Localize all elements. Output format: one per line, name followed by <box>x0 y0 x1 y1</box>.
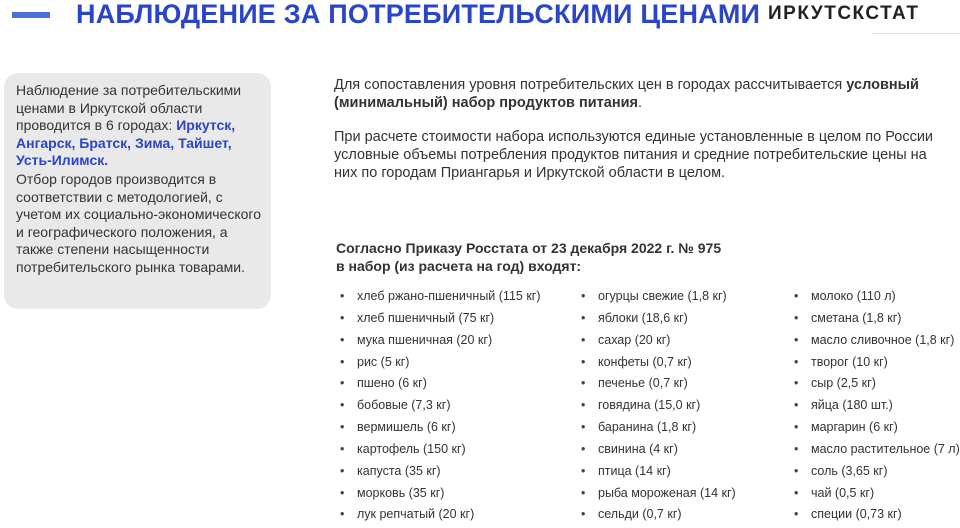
product-item: • масло растительное (7 л) <box>794 440 960 462</box>
description-paragraph-1 <box>334 76 954 112</box>
product-item: • лук репчатый (20 кг) <box>340 505 541 527</box>
description-paragraph-2: При расчете стоимости набора используются единые установленные в целом по России условные объемы потребления продуктов питания и средние потребительские цены на них по городам Приангарья и Иркутской области в целом. <box>334 129 934 181</box>
product-item: • конфеты (0,7 кг) <box>581 353 736 375</box>
product-item: • сельди (0,7 кг) <box>581 505 736 527</box>
products-column-1 <box>340 287 541 527</box>
info-intro <box>16 82 261 170</box>
product-item: • рис (5 кг) <box>340 353 541 375</box>
product-item: • мука пшеничная (20 кг) <box>340 331 541 353</box>
product-item: • хлеб пшеничный (75 кг) <box>340 309 541 331</box>
product-item: • сыр (2,5 кг) <box>794 374 960 396</box>
info-cities: Иркутск, Ангарск, Братск, Зима, Тайшет, Усть-Илимск. <box>16 117 236 169</box>
product-item: • морковь (35 кг) <box>340 484 541 506</box>
order-line-2: в набор (из расчета на год) входят: <box>336 258 582 274</box>
product-item: • пшено (6 кг) <box>340 374 541 396</box>
product-item: • картофель (150 кг) <box>340 440 541 462</box>
description-p1-end: . <box>637 95 642 111</box>
description-p1-bold: условный (минимальный) набор продуктов питания <box>334 77 919 111</box>
product-item: • масло сливочное (1,8 кг) <box>794 331 960 353</box>
products-column-3 <box>794 287 960 527</box>
product-item: • творог (10 кг) <box>794 353 960 375</box>
order-line-1: Согласно Приказу Росстата от 23 декабря 2022 г. № 975 <box>336 240 722 256</box>
product-item: • сметана (1,8 кг) <box>794 309 960 331</box>
description-p1-text: Для сопоставления уровня потребительских цен в городах рассчитывается <box>334 77 847 93</box>
info-selection: Отбор городов производится в соответствии с методологией, с учетом их социально-экономического и географического положения, а также степени насыщенности потребительского рынка товарами. <box>16 170 261 275</box>
info-intro-text: Наблюдение за потребительскими ценами в Иркутской области проводится в 6 городах: <box>16 82 242 134</box>
product-item: • специи (0,73 кг) <box>794 505 960 527</box>
product-item: • бобовые (7,3 кг) <box>340 396 541 418</box>
product-item: • молоко (110 л) <box>794 287 960 309</box>
product-item: • печенье (0,7 кг) <box>581 374 736 396</box>
order-heading <box>336 239 721 275</box>
product-item: • сахар (20 кг) <box>581 331 736 353</box>
product-item: • рыба мороженая (14 кг) <box>581 484 736 506</box>
description <box>334 76 954 182</box>
product-item: • хлеб ржано-пшеничный (115 кг) <box>340 287 541 309</box>
product-item: • баранина (1,8 кг) <box>581 418 736 440</box>
product-item: • яйца (180 шт.) <box>794 396 960 418</box>
product-item: • птица (14 кг) <box>581 462 736 484</box>
page-title: НАБЛЮДЕНИЕ ЗА ПОТРЕБИТЕЛЬСКИМИ ЦЕНАМИ <box>76 0 761 29</box>
product-item: • маргарин (6 кг) <box>794 418 960 440</box>
product-item: • соль (3,65 кг) <box>794 462 960 484</box>
product-item: • капуста (35 кг) <box>340 462 541 484</box>
product-item: • чай (0,5 кг) <box>794 484 960 506</box>
product-item: • говядина (15,0 кг) <box>581 396 736 418</box>
product-item: • яблоки (18,6 кг) <box>581 309 736 331</box>
product-item: • вермишель (6 кг) <box>340 418 541 440</box>
brand-divider <box>872 33 960 34</box>
product-item: • свинина (4 кг) <box>581 440 736 462</box>
header-accent-bar <box>12 12 50 18</box>
products-column-2 <box>581 287 736 527</box>
product-item: • огурцы свежие (1,8 кг) <box>581 287 736 309</box>
info-box <box>4 73 271 309</box>
brand-logo-text: ИРКУТСКСТАТ <box>768 3 920 24</box>
